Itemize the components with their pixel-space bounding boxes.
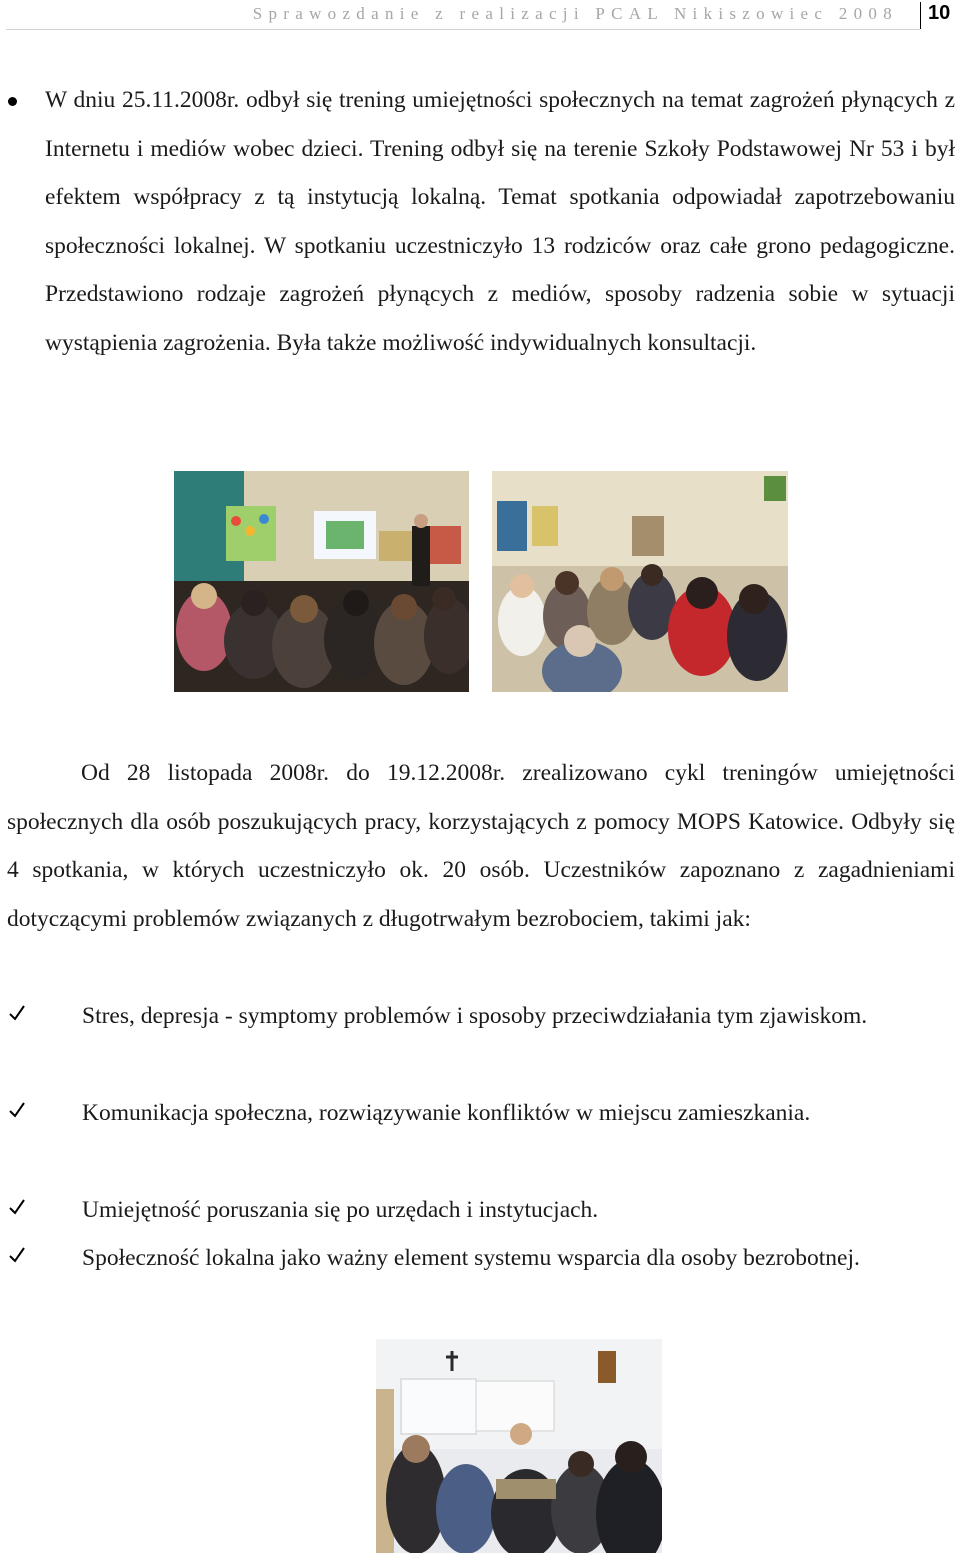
checklist-item-text: Komunikacja społeczna, rozwiązywanie konfliktów w miejscu zamieszkania. xyxy=(82,1100,811,1126)
checkmark-icon xyxy=(8,1246,26,1264)
header-separator xyxy=(920,2,921,29)
checklist-item-text: Stres, depresja - symptomy problemów i sposoby przeciwdziałania tym zjawiskom. xyxy=(82,1003,868,1029)
checkmark-icon xyxy=(8,1004,26,1022)
photo-classroom-presentation xyxy=(174,471,469,692)
header-title: Sprawozdanie z realizacji PCAL Nikiszowiec 2008 xyxy=(252,4,898,23)
checklist-item-text: Społeczność lokalna jako ważny element systemu wsparcia dla osoby bezrobotnej. xyxy=(82,1245,860,1271)
bullet-dot-icon xyxy=(8,97,17,106)
photo-meeting-room xyxy=(376,1339,662,1553)
page-number: 10 xyxy=(928,2,951,24)
checkmark-icon xyxy=(8,1101,26,1119)
paragraph-training-internet: W dniu 25.11.2008r. odbył się trening umiejętności społecznych na temat zagrożeń płynących z Internetu i mediów wobec dzieci. Trening odbył się na terenie Szkoły Podstawowej Nr 53 i był efektem współpracy z tą instytucją lokalną. Temat spotkania odpowiadał zapotrzebowaniu społeczności lokalnej. W spotkaniu uczestniczyło 13 rodziców oraz całe grono pedagogiczne. Przedstawiono rodzaje zagrożeń płynących z mediów, sposoby radzenia sobie w sytuacji wystąpienia zagrożenia. Była także możliwość indywidualnych konsultacji. xyxy=(45,87,955,356)
photo-audience xyxy=(492,471,788,692)
page-header xyxy=(0,0,960,30)
header-rule xyxy=(6,29,920,30)
checkmark-icon xyxy=(8,1198,26,1216)
paragraph-training-cycle: Od 28 listopada 2008r. do 19.12.2008r. zrealizowano cykl treningów umiejętności społecznych dla osób poszukujących pracy, korzystających z pomocy MOPS Katowice. Odbyły się 4 spotkania, w których uczestniczyło ok. 20 osób. Uczestników zapoznano z zagadnieniami dotyczącymi problemów związanych z długotrwałym bezrobociem, takimi jak: xyxy=(7,760,955,932)
checklist-item-text: Umiejętność poruszania się po urzędach i instytucjach. xyxy=(82,1197,599,1223)
